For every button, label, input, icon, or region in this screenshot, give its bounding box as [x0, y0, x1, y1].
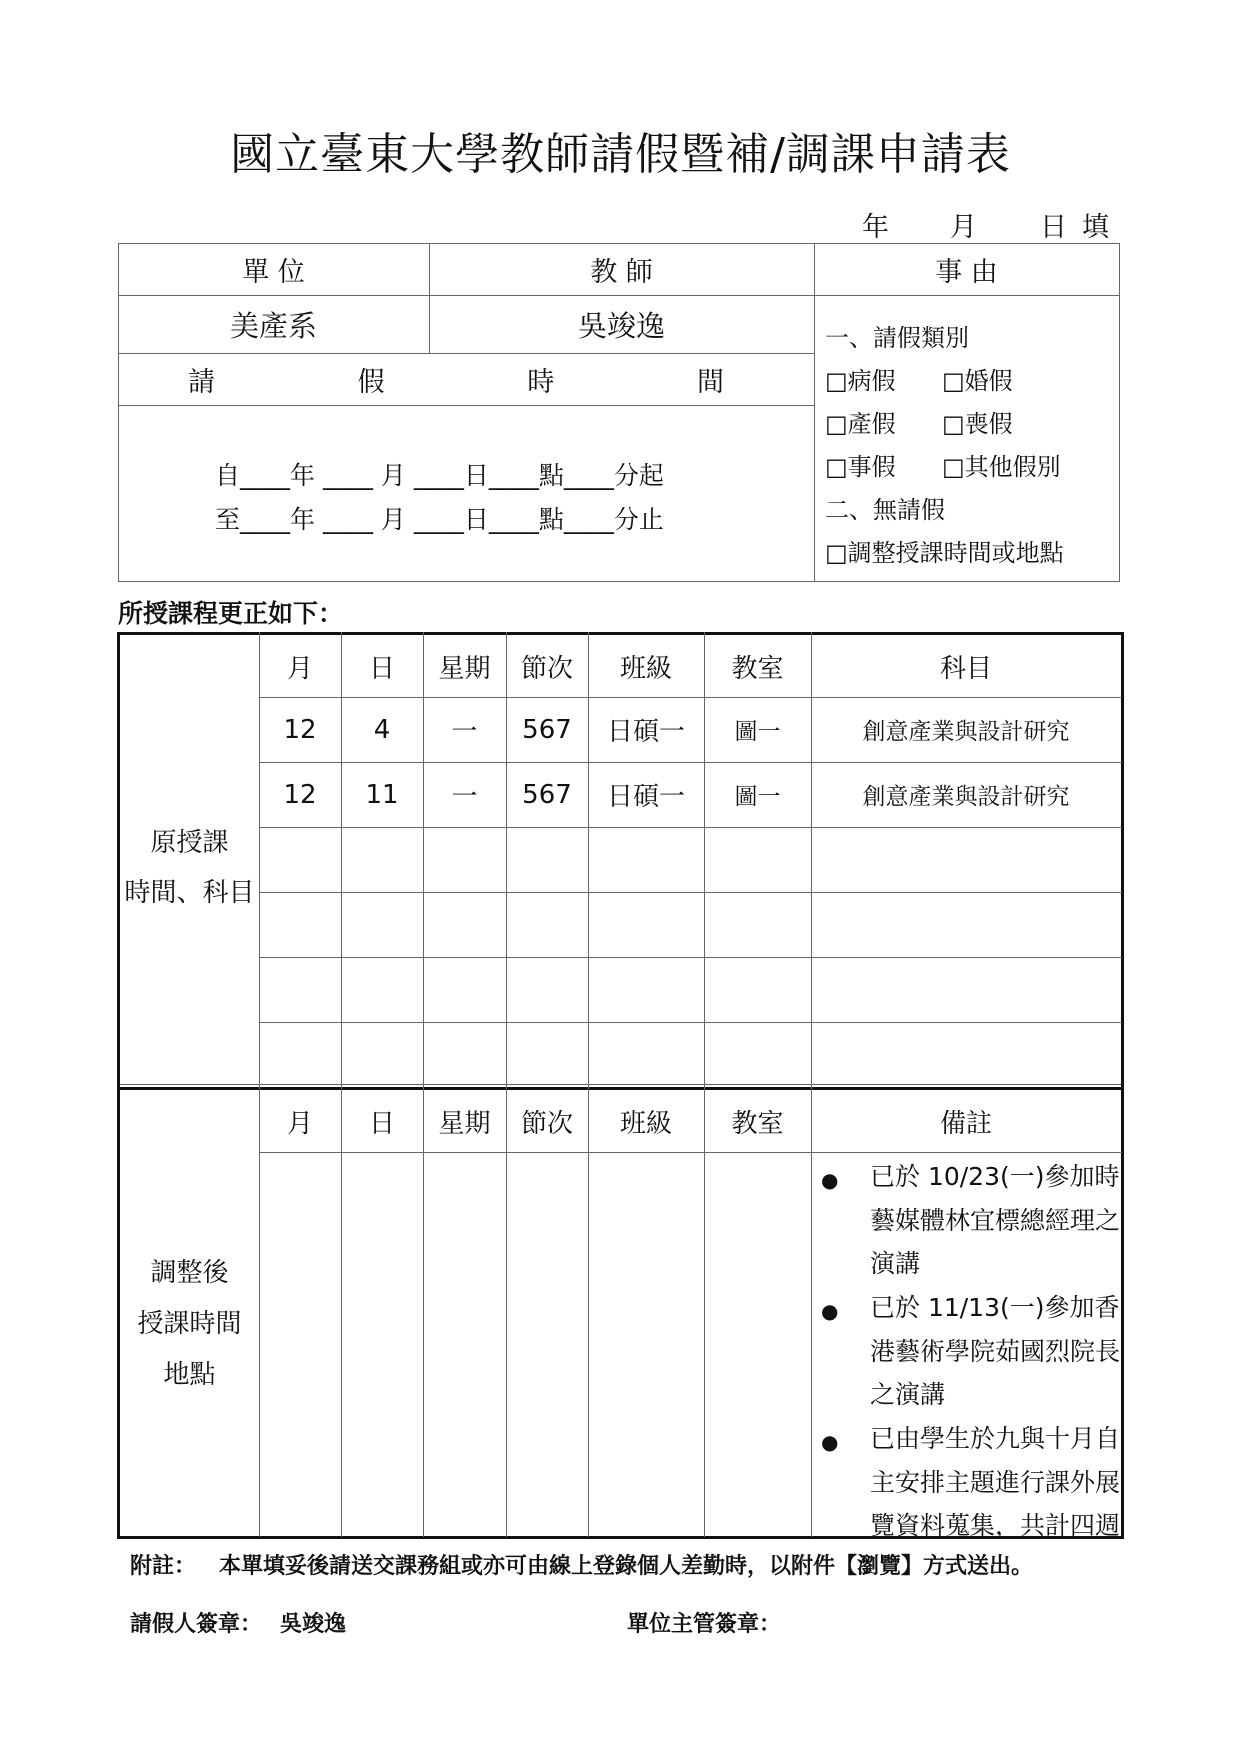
adj-col-weekday: 星期 — [438, 1108, 491, 1139]
orig-col-weekday: 星期 — [438, 653, 491, 684]
table-row-2-room: 圖一 — [734, 784, 781, 810]
table-row-2-weekday: 一 — [451, 782, 478, 812]
checkbox-personal-leave[interactable]: □事假 — [825, 453, 896, 481]
table-row-1-subject: 創意產業與設計研究 — [862, 719, 1070, 745]
adj-col-day: 日 — [368, 1108, 395, 1139]
adj-col-remarks: 備註 — [939, 1108, 992, 1139]
checkbox-other-leave[interactable]: □其他假別 — [942, 453, 1061, 481]
date-month-label: 月 — [950, 212, 977, 243]
page-title: 國立臺東大學教師請假暨補/調課申請表 — [230, 129, 1011, 180]
checkbox-bereavement-leave[interactable]: □喪假 — [942, 410, 1013, 438]
leave-from-line: 自____年 ____ 月 ____日____點____分起 — [215, 461, 664, 490]
checkbox-adjust-schedule[interactable]: □調整授課時間或地點 — [825, 539, 1064, 567]
section-heading: 所授課程更正如下： — [118, 599, 344, 628]
table-row-2-subject: 創意產業與設計研究 — [862, 784, 1070, 810]
applicant-signature-label: 請假人簽章： — [130, 1612, 263, 1637]
table-row-1-period: 567 — [522, 714, 572, 745]
teacher-value: 吳竣逸 — [577, 308, 665, 343]
bullet-1: ● — [821, 1168, 839, 1192]
table-row-2-month: 12 — [283, 779, 317, 810]
leave-to-line: 至____年 ____ 月 ____日____點____分止 — [215, 505, 664, 534]
leave-time-header-char-2: 假 — [357, 366, 385, 398]
table-row-1-weekday: 一 — [451, 717, 478, 747]
checkbox-maternity-leave[interactable]: □產假 — [825, 410, 896, 438]
remark-note-1: 已於 10/23(一)參加時藝媒體林宜標總經理之演講 — [870, 1162, 1121, 1278]
leave-time-header-char-1: 請 — [188, 366, 215, 398]
original-section-label — [120, 818, 259, 918]
teacher-header: 教 師 — [590, 256, 653, 288]
table-row-2-period: 567 — [522, 779, 572, 810]
table-row-2-class: 日碩一 — [606, 782, 685, 812]
table-row-1-day: 4 — [373, 714, 391, 745]
bullet-3: ● — [821, 1430, 839, 1454]
adj-col-month: 月 — [286, 1108, 313, 1139]
reason-header: 事 由 — [935, 256, 998, 288]
supervisor-signature-label: 單位主管簽章： — [627, 1612, 782, 1637]
original-label-line2: 時間、科目 — [124, 878, 255, 908]
remark-note-3: 已由學生於九與十月自主安排主題進行課外展覽資料蒐集，共計四週 — [870, 1424, 1121, 1540]
leave-time-header — [118, 353, 814, 405]
table-row-1-room: 圖一 — [734, 719, 781, 745]
adj-col-room: 教室 — [731, 1108, 784, 1139]
unit-header: 單 位 — [242, 256, 305, 288]
checkbox-marriage-leave[interactable]: □婚假 — [942, 367, 1013, 395]
date-year-label: 年 — [862, 212, 889, 243]
date-fill-label: 填 — [1082, 212, 1109, 243]
original-label-line1: 原授課 — [150, 828, 229, 858]
adj-col-class: 班級 — [619, 1108, 672, 1139]
orig-col-room: 教室 — [731, 653, 784, 684]
leave-time-header-char-3: 時 — [527, 366, 555, 398]
table-row-2-day: 11 — [365, 779, 399, 810]
adjusted-section-label — [120, 1248, 259, 1401]
orig-col-period: 節次 — [520, 653, 573, 684]
footnote-label: 附註： — [130, 1554, 197, 1579]
orig-col-subject: 科目 — [939, 653, 992, 684]
adj-col-period: 節次 — [520, 1108, 573, 1139]
applicant-signature-value: 吳竣逸 — [280, 1612, 347, 1637]
orig-col-month: 月 — [286, 653, 313, 684]
leave-category-heading: 一、請假類別 — [825, 324, 969, 352]
table-row-1-class: 日碩一 — [606, 717, 685, 747]
adjusted-label-line3: 地點 — [163, 1360, 216, 1390]
table-row-1-month: 12 — [283, 714, 317, 745]
adjusted-label-line2: 授課時間 — [137, 1309, 242, 1339]
bullet-2: ● — [821, 1299, 839, 1323]
orig-col-day: 日 — [368, 653, 395, 684]
leave-time-header-char-4: 間 — [696, 366, 724, 398]
remark-note-2: 已於 11/13(一)參加香港藝術學院茹國烈院長之演講 — [870, 1293, 1121, 1409]
orig-col-class: 班級 — [619, 653, 672, 684]
no-leave-heading: 二、無請假 — [825, 496, 945, 524]
adjusted-label-line1: 調整後 — [150, 1258, 229, 1288]
unit-value: 美產系 — [229, 308, 317, 343]
footnote-text: 本單填妥後請送交課務組或亦可由線上登錄個人差勤時，以附件【瀏覽】方式送出。 — [219, 1554, 1034, 1579]
date-day-label: 日 — [1040, 212, 1067, 243]
checkbox-sick-leave[interactable]: □病假 — [825, 367, 896, 395]
